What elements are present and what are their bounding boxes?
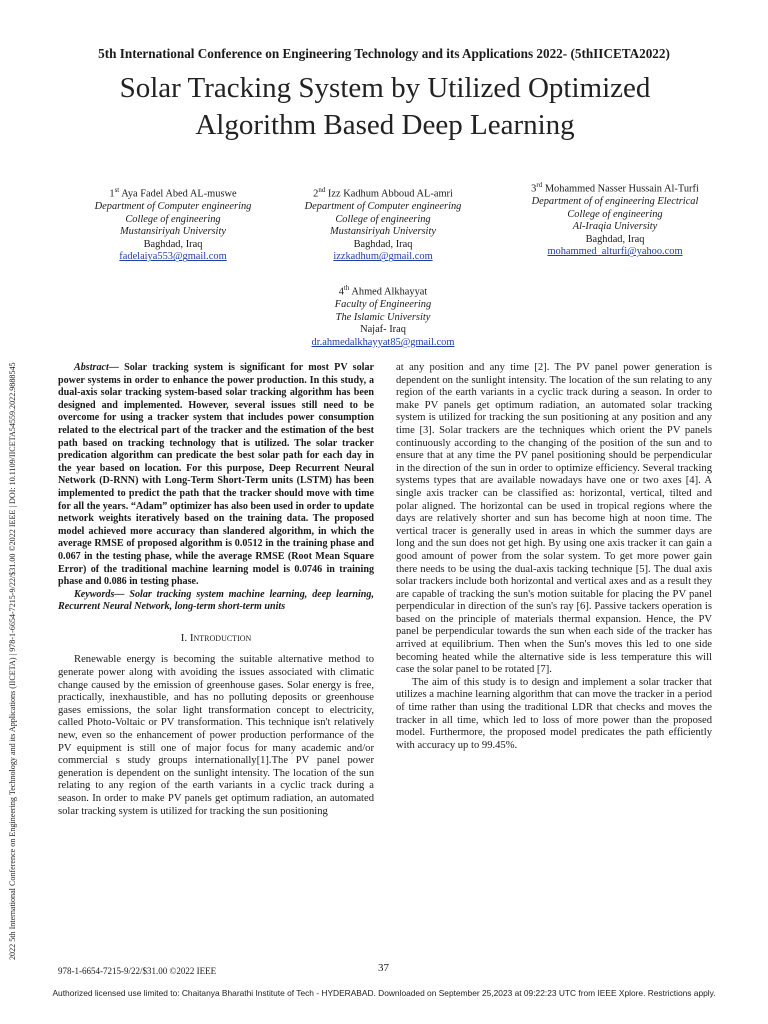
section-heading-introduction: I. Introduction [180, 631, 252, 644]
author-name: 3rd Mohammed Nasser Hussain Al-Turfi [531, 181, 699, 195]
author-block-1 [58, 184, 288, 264]
author-department: Department of Computer engineering [304, 201, 462, 213]
author-city: Baghdad, Iraq [585, 233, 645, 245]
author-city: Baghdad, Iraq [353, 238, 413, 250]
author-city: Najaf- Iraq [360, 324, 406, 336]
author-email-link[interactable]: izzkadhum@gmail.com [333, 251, 433, 263]
author-university: Mustansiriyah University [120, 226, 226, 238]
author-block-2 [268, 184, 498, 264]
page-number: 37 [378, 962, 389, 974]
author-university: Al-Iraqia University [572, 221, 658, 233]
author-college: College of engineering [335, 213, 431, 225]
intro-paragraph-continued: at any position and any time [2]. The PV panel power generation is dependent on the sunlight intensity. The location of the sun relating to any region of the earth variants in a cyclic track during a season. In order to make PV panels get optimum radiation, an automated solar tracking system is utilized for tracking the sun positioning at any position and any time [3]. Solar trackers are the techniques which orient the PV panels continuously according to the changing of the position of the sun and to ensure that at any time the PV panel positioning should be perpendicular in the direction of the sun in order to optimize efficiency. Several tracking systems types that are available nowadays have one or two axes [4]. A single axis tracker can be classified as: horizontal, vertical, tilted and polar aligned. The horizontal can be used in tropical regions where the days are relatively shorter and sun has become high at noon time. The vertical tracer is generally used in areas in which the summer days are long and the sun does not get high. By using one axis tracker it can gain a good amount of power from the solar system. To get more power gain there needs to be using the dual-axis tacking technique [5]. The dual axis solar trackers include both horizontal and vertical axes and as a result they are capable of tracking the sun's motion suitable for placing the PV panel perpendicular in direction of the sun's ray [6]. Passive tackers operation is based on the principle of materials thermal expansion. Hence, the PV panel be perpendicular towards the sun when each side of the tracker has arrived at equilibrium. Then when the Sun's moves this led to one side becoming heated while the alternative side is less temperature this will case the solar panel to be rotated [7]. [396, 362, 712, 676]
author-email-link[interactable]: dr.ahmedalkhayyat85@gmail.com [311, 336, 455, 348]
author-university: The Islamic University [335, 311, 431, 323]
conference-header: 5th International Conference on Engineering Technology and its Applications 2022- (5thIICETA2022) [98, 46, 670, 61]
author-name: 1st Aya Fadel Abed AL-muswe [109, 186, 237, 200]
keywords [58, 589, 374, 614]
author-city: Baghdad, Iraq [143, 238, 203, 250]
right-column [396, 362, 712, 752]
abstract-lead: Abstract— [74, 362, 119, 373]
abstract [58, 362, 374, 589]
author-faculty: Faculty of Engineering [334, 299, 432, 311]
footer-isbn: 978-1-6654-7215-9/22/$31.00 ©2022 IEEE [58, 966, 217, 976]
abstract-body: Solar tracking system is significant for most PV solar power systems in order to enhance the power production. In this study, a dual-axis solar tracking system-based solar tracking algorithm has been designed and implemented. However, several issues still need to be overcome for using a tracker system that includes power consumption related to the electrical part of the tracker and the estimation of the best path based on tracking technology that is utilized. The solar tracker predication algorithm can predicate the best solar path for each day in the year based on location. For this purpose, Deep Recurrent Neural Network (D-RNN) with Long-Term Short-Term units (LSTM) has been implemented to predict the path that the tracker should move with time for all the years. “Adam” optimizer has also been used in order to update network weights iteratively based on the training data. The proposed model achieved more accuracy than slandered algorithm, in which the average RMSE of proposed algorithm is 0.0512 in the training phase and 0.067 in the testing phase, while the average RMSE (Root Mean Square Error) of the traditional machine learning model is 0.0746 in training phase and 0.086 in testing phase. [58, 362, 374, 588]
paper-title: Solar Tracking System by Utilized Optimized Algorithm Based Deep Learning [119, 72, 651, 141]
author-email-link[interactable]: fadelaiya553@gmail.com [119, 251, 227, 263]
author-email-link[interactable]: mohammed_alturfi@yahoo.com [547, 246, 683, 258]
license-notice: Authorized licensed use limited to: Chaitanya Bharathi Institute of Tech - HYDERABAD. Downloaded on September 25,2023 at 09:22:23 UTC from IEEE Xplore. Restrictions apply. [52, 988, 716, 998]
author-college: College of engineering [125, 213, 221, 225]
intro-paragraph: Renewable energy is becoming the suitable alternative method to generate power along with avoiding the issues associated with climatic change caused by the emission of greenhouse gases. Solar energy is free, practically, inexhaustible, and has no polluting deposits or greenhouse gases emissions, the solar light transformation concept to electricity, called Photo-Voltaic or PV transformation. This technique isn't relatively new, even so the enhancement of power production performance of the PV equipment is still one of major focus for many academic and/or commercial s study groups internationally[1].The PV panel power generation is dependent on the sunlight intensity. The location of the sun relating to any region of the earth variants in a cyclic track during a season. In order to make PV panels get optimum radiation, an automated solar tracking system is utilized for tracking the sun positioning [58, 654, 374, 817]
author-university: Mustansiriyah University [330, 226, 436, 238]
keywords-body: Solar tracking system machine learning, deep learning, Recurrent Neural Network, long-term short-term units [58, 588, 374, 613]
author-college: College of engineering [567, 208, 663, 220]
keywords-lead: Keywords— [74, 588, 125, 600]
author-block-4 [268, 282, 498, 349]
author-block-3 [490, 179, 740, 259]
author-name: 2nd Izz Kadhum Abboud AL-amri [313, 186, 453, 200]
left-column [58, 362, 374, 818]
author-department: Department of of engineering Electrical [531, 196, 699, 208]
author-department: Department of Computer engineering [94, 201, 252, 213]
doi-side-text: 2022 5th International Conference on Engineering Technology and its Applications (IICETA) | 978-1-6654-7215-9/22/$31.00 ©2022 IEEE | DOI: 10.1109/IICETA54559.2022.9888545 [8, 362, 17, 960]
aim-paragraph: The aim of this study is to design and implement a solar tracker that utilizes a machine learning algorithm that can move the tracker in a period of time rather than using the traditional LDR that checks and moves the tracker in all time, which led to loss of more power than the proposed model. Furthermore, the proposed model predicates the path efficiently with accuracy up to 99.45%. [396, 676, 712, 751]
author-name: 4th Ahmed Alkhayyat [338, 284, 428, 298]
